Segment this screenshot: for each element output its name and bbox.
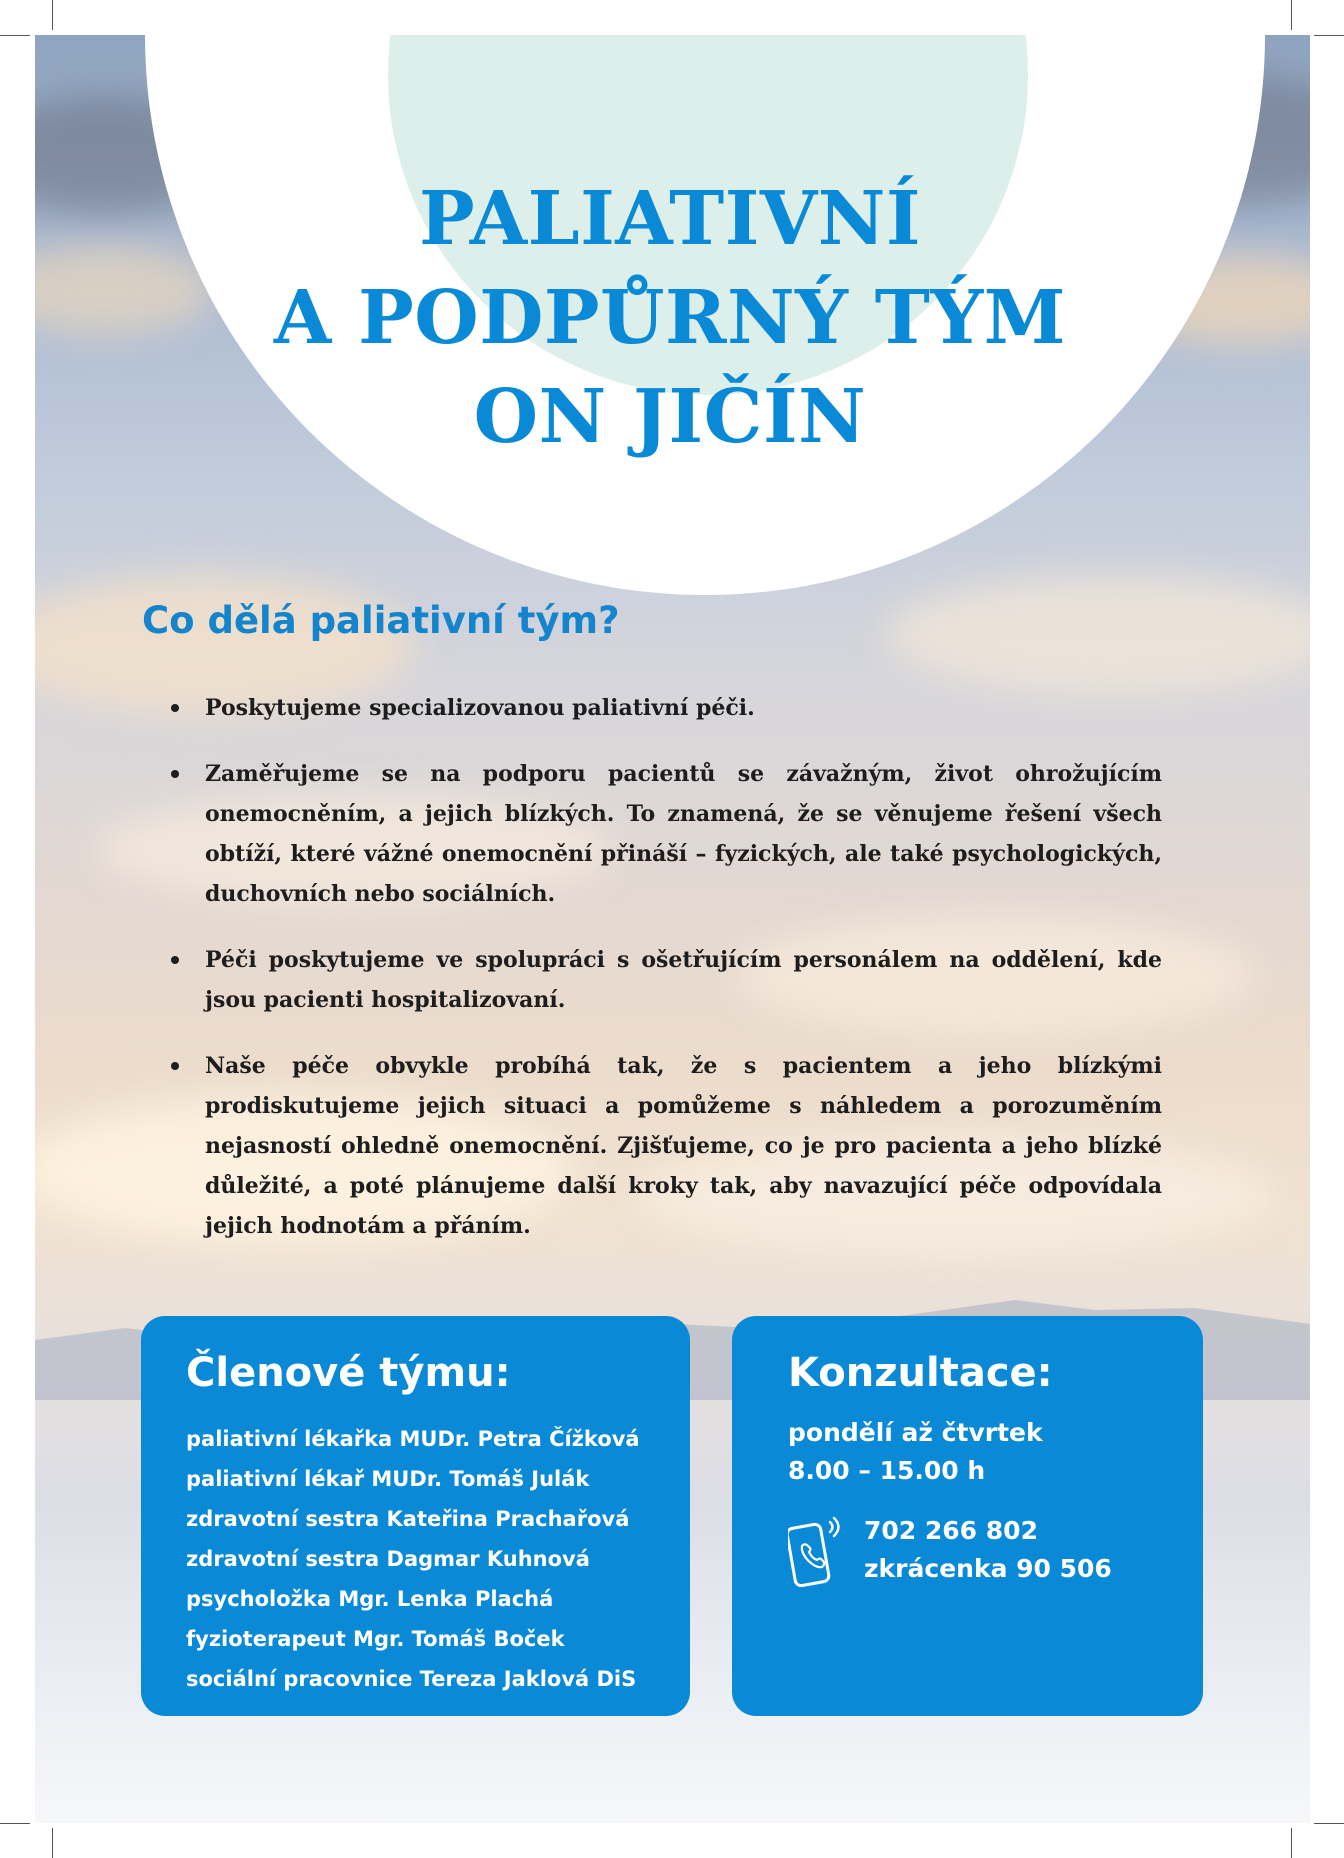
cloud	[885, 575, 1310, 695]
consultation-card	[732, 1316, 1203, 1716]
bullet-dot	[171, 704, 179, 712]
bullet-text: Péči poskytujeme ve spolupráci s ošetřujícím personálem na oddělení, kde jsou pacienti hospitalizovaní.	[205, 947, 1162, 1013]
consultation-hours	[788, 1414, 1043, 1490]
title-line: ON JIČÍN	[473, 374, 867, 460]
bullet-dot	[171, 956, 179, 964]
team-member: zdravotní sestra Kateřina Prachařová	[186, 1507, 630, 1531]
bullet-text: Naše péče obvykle probíhá tak, že s pacientem a jeho blízkými prodiskutujeme jejich situaci a pomůžeme s náhledem a porozuměním nejasností ohledně onemocnění. Zjišťujeme, co je pro pacienta a jeho blízké důležité, a poté plánujeme další kroky tak, aby navazující péče odpovídala jejich hodnotám a přáním.	[205, 1053, 1162, 1239]
team-member-list	[186, 1419, 640, 1699]
title-line: A PODPŮRNÝ TÝM	[273, 275, 1067, 361]
title-line: PALIATIVNÍ	[418, 176, 922, 262]
team-member: fyzioterapeut Mgr. Tomáš Boček	[186, 1627, 565, 1651]
consultation-time: 8.00 – 15.00 h	[788, 1456, 986, 1485]
phone-icon	[788, 1516, 844, 1590]
crop-mark	[0, 35, 30, 36]
team-member: zdravotní sestra Dagmar Kuhnová	[186, 1547, 590, 1571]
crop-mark	[52, 1828, 53, 1858]
section-heading: Co dělá paliativní tým?	[142, 599, 620, 642]
bullet-item	[205, 754, 1162, 914]
team-member: psycholožka Mgr. Lenka Plachá	[186, 1587, 554, 1611]
team-card	[141, 1316, 690, 1716]
consultation-days: pondělí až čtvrtek	[788, 1418, 1043, 1447]
team-heading: Členové týmu:	[186, 1350, 511, 1396]
bullet-text: Zaměřujeme se na podporu pacientů se závažným, život ohrožujícím onemocněním, a jejich blízkých. To znamená, že se věnujeme řešení všech obtíží, které vážné onemocnění přináší – fyzických, ale také psychologických, duchovních nebo sociálních.	[205, 761, 1162, 907]
crop-mark	[1314, 1823, 1344, 1824]
cloud	[35, 245, 215, 335]
crop-mark	[1314, 35, 1344, 36]
bullet-item	[205, 688, 1162, 728]
consultation-heading: Konzultace:	[788, 1350, 1053, 1396]
short-number: zkrácenka 90 506	[864, 1554, 1112, 1583]
crop-mark	[0, 1823, 30, 1824]
bullet-dot	[171, 1062, 179, 1070]
bullet-item	[205, 940, 1162, 1020]
crop-mark	[1291, 1828, 1292, 1858]
crop-mark	[1291, 0, 1292, 30]
team-member: paliativní lékař MUDr. Tomáš Julák	[186, 1467, 590, 1491]
bullet-item	[205, 1046, 1162, 1246]
team-member: paliativní lékařka MUDr. Petra Čížková	[186, 1427, 640, 1451]
phone-contact	[864, 1512, 1112, 1588]
phone-number: 702 266 802	[864, 1516, 1038, 1545]
bullet-list	[205, 688, 1162, 1272]
crop-mark	[52, 0, 53, 30]
page-title	[205, 170, 1135, 467]
bullet-dot	[171, 770, 179, 778]
bullet-text: Poskytujeme specializovanou paliativní péči.	[205, 695, 755, 721]
team-member: sociální pracovnice Tereza Jaklová DiS	[186, 1667, 637, 1691]
